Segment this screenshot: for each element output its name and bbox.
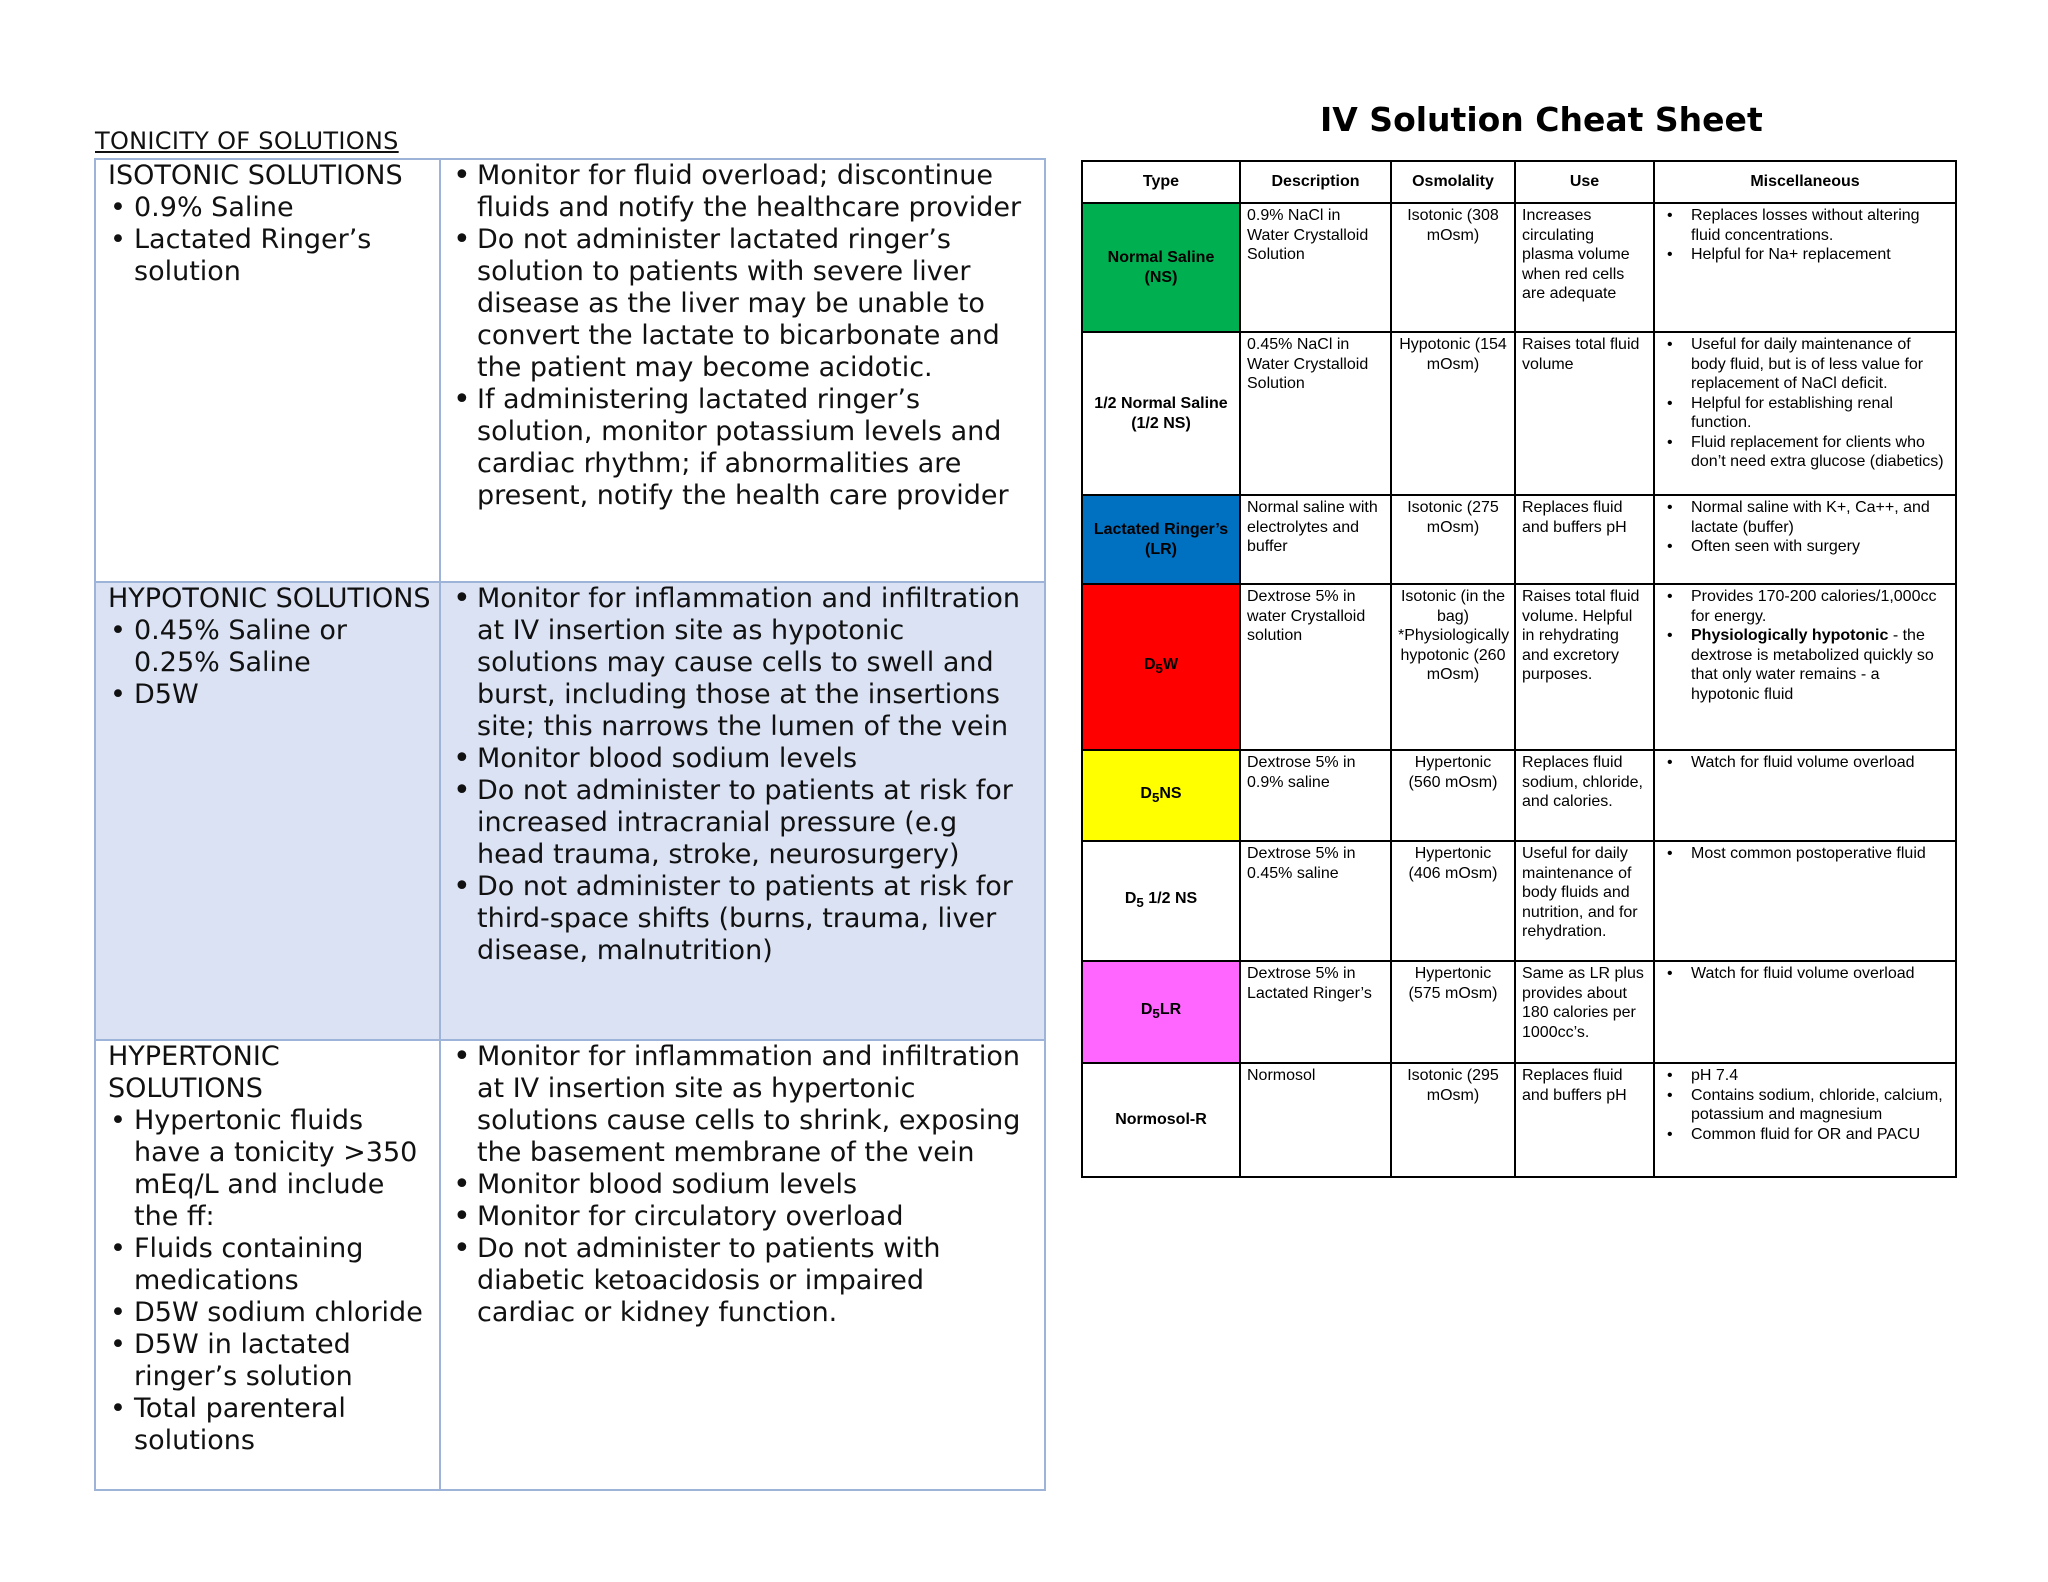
use-cell: Useful for daily maintenance of body fluids and nutrition, and for rehydration. bbox=[1515, 841, 1654, 961]
description-cell: Dextrose 5% in 0.45% saline bbox=[1240, 841, 1391, 961]
header-use: Use bbox=[1515, 161, 1654, 203]
isotonic-row bbox=[95, 159, 1045, 582]
description-cell: Normosol bbox=[1240, 1063, 1391, 1177]
type-main: D bbox=[1140, 784, 1152, 802]
solution-list bbox=[108, 1105, 433, 1457]
misc-list bbox=[1661, 335, 1949, 472]
osmolality-cell: Hypotonic (154 mOsm) bbox=[1391, 332, 1515, 495]
table-header-row bbox=[1082, 161, 1956, 203]
header-type: Type bbox=[1082, 161, 1240, 203]
isotonic-types-cell bbox=[95, 159, 440, 582]
list-item: • pH 7.4 bbox=[1661, 1066, 1949, 1086]
description-cell: 0.9% NaCl in Water Crystalloid Solution bbox=[1240, 203, 1391, 332]
table-row bbox=[1082, 584, 1956, 750]
misc-list bbox=[1661, 206, 1949, 265]
table-row bbox=[1082, 1063, 1956, 1177]
hypertonic-notes-cell bbox=[440, 1040, 1045, 1490]
header-description: Description bbox=[1240, 161, 1391, 203]
list-item: • Do not administer lactated ringer’s solution to patients with severe liver disease as the liver may be unable to convert the lactate to bicarbonate and the patient may become acidotic. bbox=[477, 224, 1030, 384]
misc-list bbox=[1661, 844, 1949, 864]
table-row bbox=[1082, 332, 1956, 495]
use-cell: Raises total fluid volume. Helpful in rehydrating and excretory purposes. bbox=[1515, 584, 1654, 750]
list-item: • Monitor blood sodium levels bbox=[477, 743, 1030, 775]
osmolality-cell: Isotonic (295 mOsm) bbox=[1391, 1063, 1515, 1177]
table-row bbox=[1082, 495, 1956, 584]
misc-cell bbox=[1654, 841, 1956, 961]
list-item: • Often seen with surgery bbox=[1661, 537, 1949, 557]
osmolality-cell: Hypertonic (575 mOsm) bbox=[1391, 961, 1515, 1063]
misc-cell bbox=[1654, 961, 1956, 1063]
list-item: • Common fluid for OR and PACU bbox=[1661, 1125, 1949, 1145]
hypertonic-types-cell bbox=[95, 1040, 440, 1490]
list-item: • Monitor blood sodium levels bbox=[477, 1169, 1030, 1201]
iv-solution-table bbox=[1081, 160, 1957, 1178]
list-item: • Monitor for inflammation and infiltration at IV insertion site as hypertonic solutions cause cells to shrink, exposing the basement membrane of the vein bbox=[477, 1041, 1030, 1169]
osmolality-cell: Hypertonic (560 mOsm) bbox=[1391, 750, 1515, 841]
list-item: • Total parenteral solutions bbox=[108, 1393, 433, 1457]
cheat-sheet-title: IV Solution Cheat Sheet bbox=[1320, 100, 1763, 139]
type-cell-lactated-ringers: Lactated Ringer’s (LR) bbox=[1082, 495, 1240, 584]
list-item: • Replaces losses without altering fluid concentrations. bbox=[1661, 206, 1949, 245]
description-cell: Dextrose 5% in Lactated Ringer’s bbox=[1240, 961, 1391, 1063]
solution-list bbox=[108, 192, 433, 288]
header-osmolality: Osmolality bbox=[1391, 161, 1515, 203]
list-item: • Watch for fluid volume overload bbox=[1661, 964, 1949, 984]
type-subscript: 5 bbox=[1155, 661, 1163, 677]
nursing-notes-list bbox=[477, 583, 1030, 967]
description-cell: Normal saline with electrolytes and buffer bbox=[1240, 495, 1391, 584]
row-heading: HYPERTONIC SOLUTIONS bbox=[108, 1041, 280, 1104]
table-row bbox=[1082, 750, 1956, 841]
list-item: • Do not administer to patients at risk for increased intracranial pressure (e.g head trauma, stroke, neurosurgery) bbox=[477, 775, 1030, 871]
table-row bbox=[1082, 841, 1956, 961]
list-item: • D5W sodium chloride bbox=[108, 1297, 433, 1329]
list-item: • Contains sodium, chloride, calcium, potassium and magnesium bbox=[1661, 1086, 1949, 1125]
misc-list bbox=[1661, 753, 1949, 773]
osmolality-cell: Isotonic (in the bag) *Physiologically hypotonic (260 mOsm) bbox=[1391, 584, 1515, 750]
type-cell-d5lr bbox=[1082, 961, 1240, 1063]
list-item: • Fluids containing medications bbox=[108, 1233, 433, 1297]
list-item: • Monitor for circulatory overload bbox=[477, 1201, 1030, 1233]
isotonic-notes-cell bbox=[440, 159, 1045, 582]
tonicity-title: TONICITY OF SOLUTIONS bbox=[95, 127, 399, 155]
use-cell: Same as LR plus provides about 180 calories per 1000cc’s. bbox=[1515, 961, 1654, 1063]
hypotonic-notes-cell bbox=[440, 582, 1045, 1040]
bold-label: Physiologically hypotonic bbox=[1691, 627, 1889, 644]
list-item: • Useful for daily maintenance of body fluid, but is of less value for replacement of NaCl deficit. bbox=[1661, 335, 1949, 394]
misc-cell bbox=[1654, 495, 1956, 584]
tonicity-table bbox=[94, 158, 1046, 1491]
use-cell: Replaces fluid and buffers pH bbox=[1515, 495, 1654, 584]
hypotonic-row bbox=[95, 582, 1045, 1040]
misc-list bbox=[1661, 964, 1949, 984]
list-item: • 0.45% Saline or 0.25% Saline bbox=[108, 615, 433, 679]
misc-cell bbox=[1654, 584, 1956, 750]
list-item: • Do not administer to patients with diabetic ketoacidosis or impaired cardiac or kidney function. bbox=[477, 1233, 1030, 1329]
nursing-notes-list bbox=[477, 160, 1030, 512]
description-cell: Dextrose 5% in 0.9% saline bbox=[1240, 750, 1391, 841]
list-item: • Monitor for fluid overload; discontinue fluids and notify the healthcare provider bbox=[477, 160, 1030, 224]
type-main: D bbox=[1140, 1001, 1153, 1019]
type-rest: W bbox=[1162, 656, 1179, 674]
nursing-notes-list bbox=[477, 1041, 1030, 1329]
row-heading: HYPOTONIC SOLUTIONS bbox=[108, 583, 431, 614]
row-heading: ISOTONIC SOLUTIONS bbox=[108, 160, 403, 191]
misc-list bbox=[1661, 587, 1949, 704]
list-item: • Do not administer to patients at risk for third-space shifts (burns, trauma, liver disease, malnutrition) bbox=[477, 871, 1030, 967]
type-cell-normosol-r: Normosol-R bbox=[1082, 1063, 1240, 1177]
type-rest: NS bbox=[1159, 784, 1182, 802]
type-main: D bbox=[1124, 890, 1137, 908]
use-cell: Raises total fluid volume bbox=[1515, 332, 1654, 495]
misc-list bbox=[1661, 1066, 1949, 1144]
list-item: • Fluid replacement for clients who don’t need extra glucose (diabetics) bbox=[1661, 433, 1949, 472]
list-item: • If administering lactated ringer’s solution, monitor potassium levels and cardiac rhythm; if abnormalities are present, notify the health care provider bbox=[477, 384, 1030, 512]
use-cell: Replaces fluid sodium, chloride, and calories. bbox=[1515, 750, 1654, 841]
type-cell-half-normal-saline: 1/2 Normal Saline (1/2 NS) bbox=[1082, 332, 1240, 495]
list-item: • D5W bbox=[108, 679, 433, 711]
table-row bbox=[1082, 961, 1956, 1063]
description-cell: Dextrose 5% in water Crystalloid solution bbox=[1240, 584, 1391, 750]
type-rest: LR bbox=[1159, 1001, 1182, 1019]
solution-list bbox=[108, 615, 433, 711]
description-cell: 0.45% NaCl in Water Crystalloid Solution bbox=[1240, 332, 1391, 495]
use-cell: Increases circulating plasma volume when red cells are adequate bbox=[1515, 203, 1654, 332]
hypotonic-types-cell bbox=[95, 582, 440, 1040]
osmolality-cell: Isotonic (275 mOsm) bbox=[1391, 495, 1515, 584]
item-text: - the dextrose is metabolized quickly so that only water remains - a hypotonic fluid bbox=[1691, 627, 1934, 703]
type-subscript: 5 bbox=[1136, 895, 1144, 911]
type-cell-d5ns bbox=[1082, 750, 1240, 841]
type-cell-normal-saline: Normal Saline (NS) bbox=[1082, 203, 1240, 332]
list-item: • Helpful for Na+ replacement bbox=[1661, 245, 1949, 265]
list-item: • Watch for fluid volume overload bbox=[1661, 753, 1949, 773]
list-item bbox=[1661, 626, 1949, 704]
misc-cell bbox=[1654, 332, 1956, 495]
type-cell-d5-half-ns bbox=[1082, 841, 1240, 961]
misc-cell bbox=[1654, 203, 1956, 332]
table-row bbox=[1082, 203, 1956, 332]
osmolality-cell: Isotonic (308 mOsm) bbox=[1391, 203, 1515, 332]
type-main: D bbox=[1143, 656, 1156, 674]
list-item: • Normal saline with K+, Ca++, and lactate (buffer) bbox=[1661, 498, 1949, 537]
type-rest: 1/2 NS bbox=[1143, 890, 1198, 908]
list-item: • Most common postoperative fluid bbox=[1661, 844, 1949, 864]
use-cell: Replaces fluid and buffers pH bbox=[1515, 1063, 1654, 1177]
misc-cell bbox=[1654, 1063, 1956, 1177]
type-subscript: 5 bbox=[1151, 789, 1160, 805]
type-subscript: 5 bbox=[1152, 1006, 1160, 1022]
list-item: • Hypertonic fluids have a tonicity >350 mEq/L and include the ff: bbox=[108, 1105, 433, 1233]
type-cell-d5w bbox=[1082, 584, 1240, 750]
hypertonic-row bbox=[95, 1040, 1045, 1490]
osmolality-cell: Hypertonic (406 mOsm) bbox=[1391, 841, 1515, 961]
list-item: • D5W in lactated ringer’s solution bbox=[108, 1329, 433, 1393]
list-item: • Provides 170-200 calories/1,000cc for energy. bbox=[1661, 587, 1949, 626]
list-item: • Lactated Ringer’s solution bbox=[108, 224, 433, 288]
list-item: • 0.9% Saline bbox=[108, 192, 433, 224]
header-miscellaneous: Miscellaneous bbox=[1654, 161, 1956, 203]
misc-list bbox=[1661, 498, 1949, 557]
list-item: • Monitor for inflammation and infiltration at IV insertion site as hypotonic solutions may cause cells to swell and burst, including those at the insertions site; this narrows the lumen of the vein bbox=[477, 583, 1030, 743]
list-item: • Helpful for establishing renal function. bbox=[1661, 394, 1949, 433]
misc-cell bbox=[1654, 750, 1956, 841]
